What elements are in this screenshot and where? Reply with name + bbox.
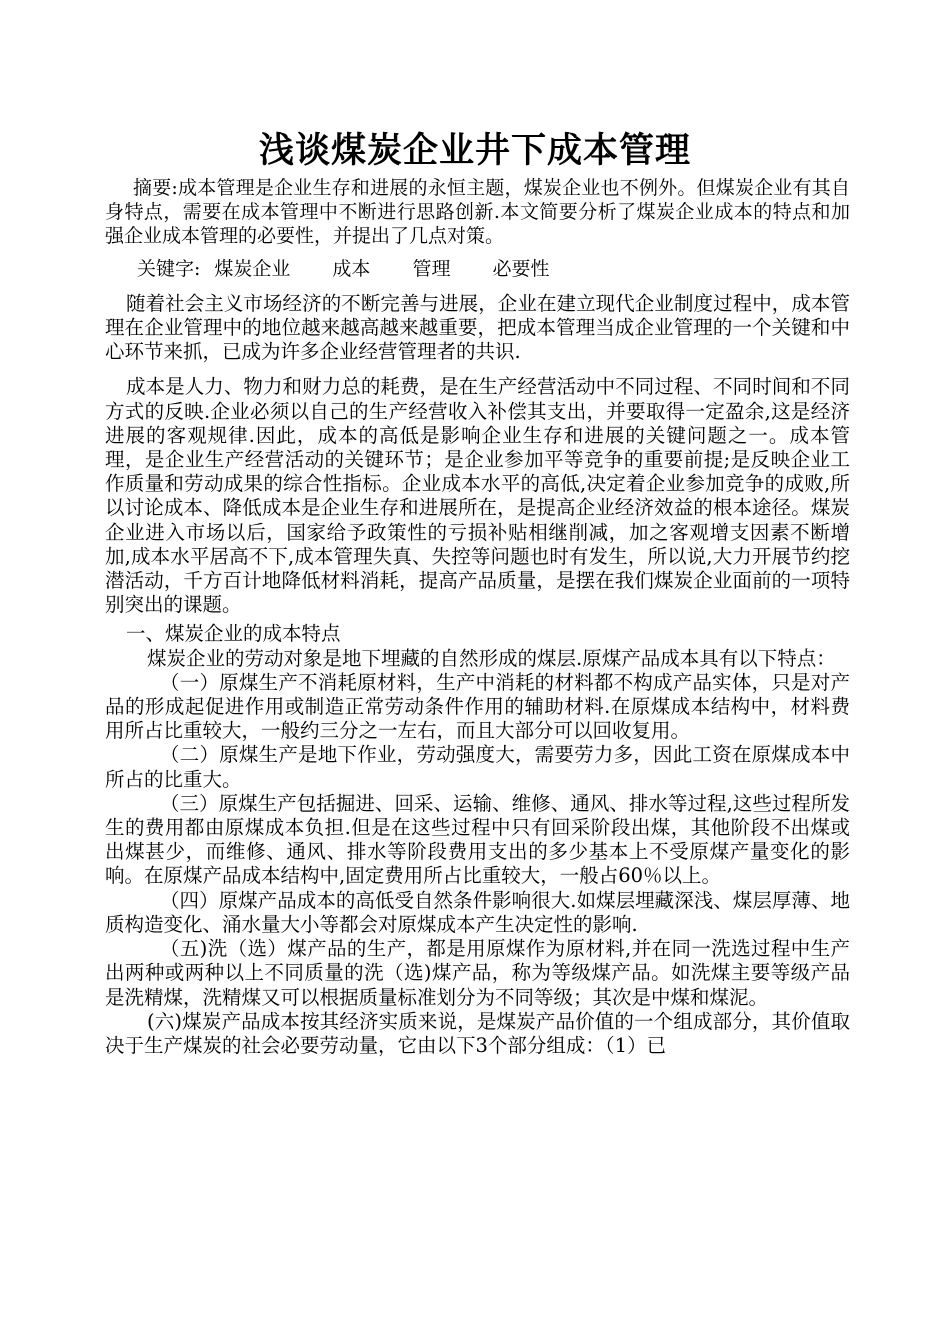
keyword-item: 成本 [332, 257, 371, 280]
keywords-line [105, 257, 850, 281]
list-item-5: （五)洗（选）煤产品的生产，都是用原煤作为原材料,并在同一洗选过程中生产出两种或两种以上不同质量的洗（选)煤产品，称为等级煤产品。如洗煤主要等级产品是洗精煤，洗精煤又可以根据质量标准划分为不同等级；其次是中煤和煤泥。 [105, 937, 850, 1009]
keywords-label: 关键字: [137, 257, 201, 280]
list-item-3: （三）原煤生产包括掘进、回采、运输、维修、通风、排水等过程,这些过程所发生的费用都由原煤成本负担.但是在这些过程中只有回采阶段出煤，其他阶段不出煤或出煤甚少，而维修、通风、排水等阶段费用支出的多少基本上不受原煤产量变化的影响。在原煤产品成本结构中,固定费用所占比重较大，一般占60％以上。 [105, 791, 850, 888]
intro-paragraph-1: 随着社会主义市场经济的不断完善与进展，企业在建立现代企业制度过程中，成本管理在企业管理中的地位越来越高越来越重要，把成本管理当成企业管理的一个关键和中心环节来抓，已成为许多企业经营管理者的共识. [105, 291, 850, 364]
keyword-item: 煤炭企业 [214, 257, 291, 280]
document-title: 浅谈煤炭企业井下成本管理 [258, 131, 691, 171]
document-body [105, 176, 850, 1058]
abstract-paragraph: 摘要:成本管理是企业生存和进展的永恒主题，煤炭企业也不例外。但煤炭企业有其自身特点，需要在成本管理中不断进行思路创新.本文简要分析了煤炭企业成本的特点和加强企业成本管理的必要性，并提出了几点对策。 [105, 177, 850, 248]
section-lead-paragraph: 煤炭企业的劳动对象是地下埋藏的自然形成的煤层.原煤产品成本具有以下特点： [147, 646, 836, 670]
list-item-1: （一）原煤生产不消耗原材料，生产中消耗的材料都不构成产品实体，只是对产品的形成起促进作用或制造正常劳动条件作用的辅助材料.在原煤成本结构中，材料费用所占比重较大，一般约三分之一左右，而且大部分可以回收复用。 [105, 670, 850, 743]
section-heading: 一、煤炭企业的成本特点 [126, 622, 341, 646]
keyword-item: 必要性 [492, 257, 550, 280]
intro-paragraph-2: 成本是人力、物力和财力总的耗费，是在生产经营活动中不同过程、不同时间和不同方式的反映.企业必须以自己的生产经营收入补偿其支出，并要取得一定盈余,这是经济进展的客观规律.因此，成本的高低是影响企业生存和进展的关键问题之一。成本管理，是企业生产经营活动的关键环节；是企业参加平等竞争的重要前提;是反映企业工作质量和劳动成果的综合性指标。企业成本水平的高低,决定着企业参加竞争的成败,所以讨论成本、降低成本是企业生存和进展所在，是提高企业经济效益的根本途径。煤炭企业进入市场以后，国家给予政策性的亏损补贴相继削减，加之客观增支因素不断增加,成本水平居高不下,成本管理失真、失控等问题也时有发生，所以说,大力开展节约挖潜活动，千方百计地降低材料消耗，提高产品质量，是摆在我们煤炭企业面前的一项特别突出的课题。 [105, 375, 850, 617]
list-item-2: （二）原煤生产是地下作业，劳动强度大，需要劳力多，因此工资在原煤成本中所占的比重大。 [105, 743, 850, 791]
list-item-6: (六)煤炭产品成本按其经济实质来说，是煤炭产品价值的一个组成部分，其价值取决于生产煤炭的社会必要劳动量，它由以下3个部分组成：（1）已 [105, 1009, 850, 1057]
list-item-4: （四）原煤产品成本的高低受自然条件影响很大.如煤层埋藏深浅、煤层厚薄、地质构造变化、涌水量大小等都会对原煤成本产生决定性的影响. [105, 888, 850, 936]
keyword-item: 管理 [412, 257, 451, 280]
